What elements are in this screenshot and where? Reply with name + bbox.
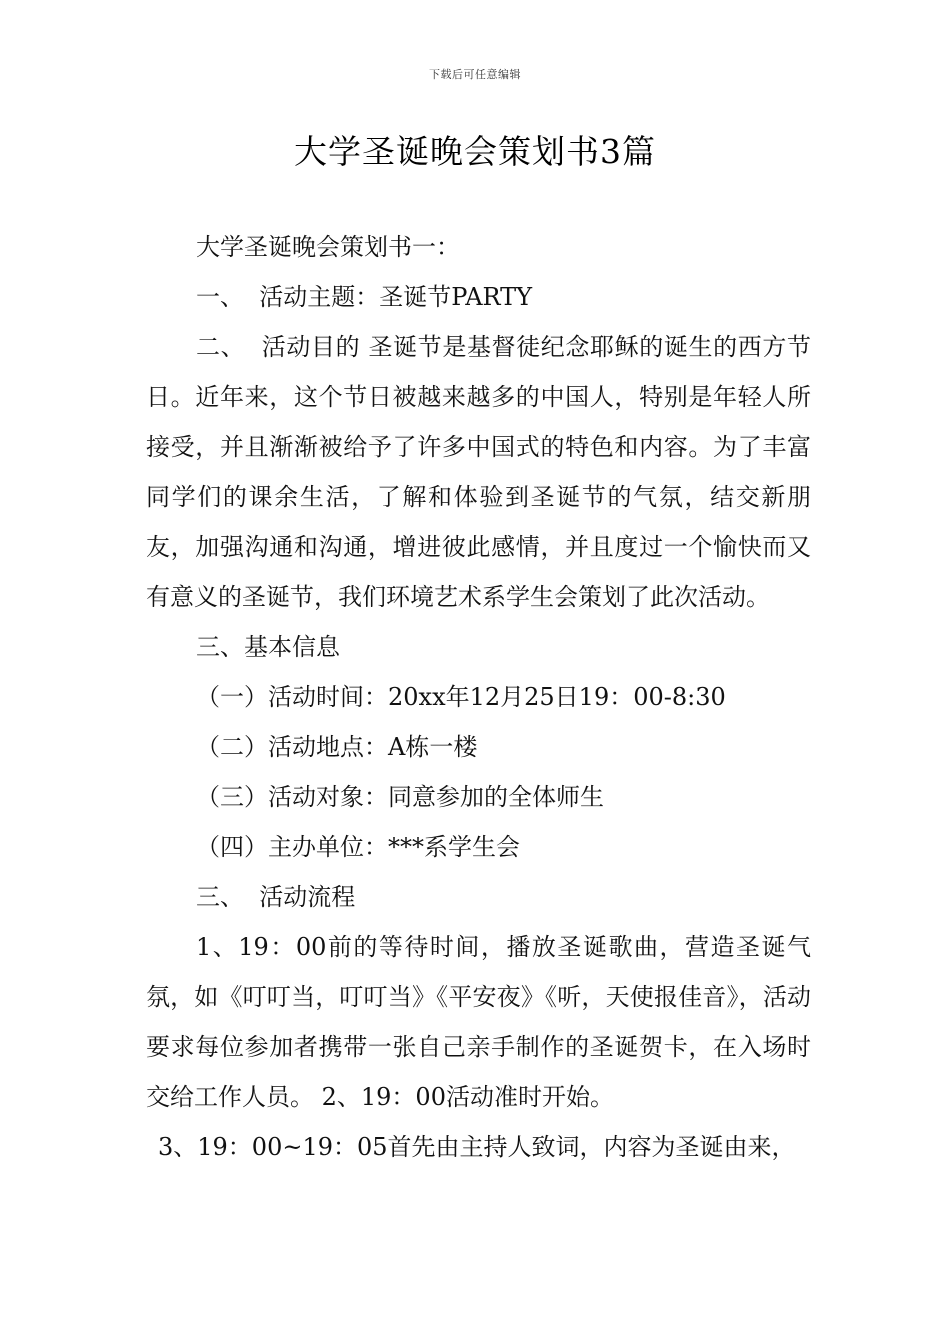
paragraph-basic-info-heading: 三、基本信息 [196, 633, 340, 661]
paragraph-organizer: （四）主办单位：***系学生会 [196, 833, 520, 861]
paragraph-purpose: 二、 活动目的 圣诞节是基督徒纪念耶稣的诞生的西方节日。近年来，这个节日被越来越多的中国人，特别是年轻人所接受，并且渐渐被给予了许多中国式的特色和内容。为了丰富同学们的课余生活，了解和体验到圣诞节的气氛，结交新朋友，加强沟通和沟通，增进彼此感情，并且度过一个愉快而又有意义的圣诞节，我们环境艺术系学生会策划了此次活动。 [146, 333, 811, 611]
paragraph-process-heading: 三、 活动流程 [196, 883, 356, 911]
paragraph-time: （一）活动时间：20xx年12月25日19：00-8:30 [196, 683, 726, 711]
document-title: 大学圣诞晚会策划书3篇 [294, 132, 656, 171]
document-body [146, 222, 811, 1172]
paragraph-process-step-3: 3、19：00~19：05首先由主持人致词，内容为圣诞由来， [158, 1133, 796, 1161]
paragraph-theme: 一、 活动主题：圣诞节PARTY [196, 283, 533, 311]
paragraph-process-step-1: 1、19：00前的等待时间，播放圣诞歌曲，营造圣诞气氛，如《叮叮当，叮叮当》《平安夜》《听，天使报佳音》，活动要求每位参加者携带一张自己亲手制作的圣诞贺卡，在入场时交给工作人员。 2、19：00活动准时开始。 [146, 933, 811, 1111]
paragraph-subtitle: 大学圣诞晚会策划书一： [196, 233, 460, 261]
header-note: 下载后可任意编辑 [429, 68, 521, 81]
paragraph-audience: （三）活动对象：同意参加的全体师生 [196, 783, 604, 811]
paragraph-location: （二）活动地点：A栋一楼 [196, 733, 478, 761]
